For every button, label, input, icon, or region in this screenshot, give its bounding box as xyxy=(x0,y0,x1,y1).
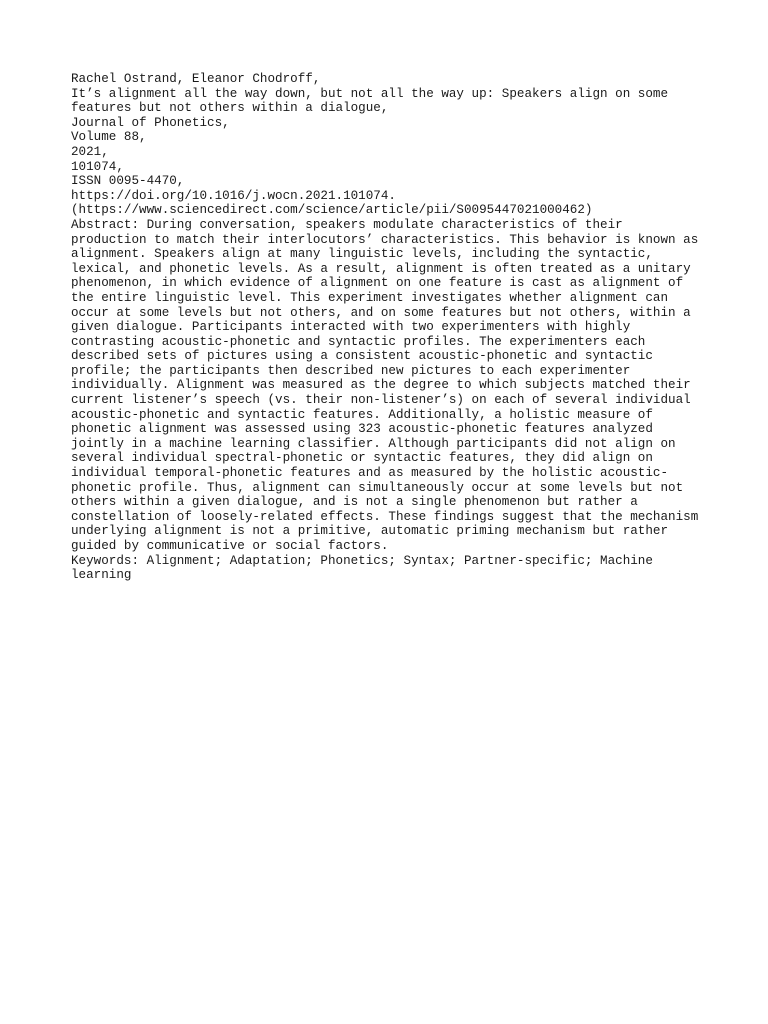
article-title-line: It’s alignment all the way down, but not all the way up: Speakers align on some xyxy=(71,86,669,101)
abstract-line: phonetic profile. Thus, alignment can simultaneously occur at some levels but not xyxy=(71,480,684,495)
abstract-line: lexical, and phonetic levels. As a result, alignment is often treated as a unitary xyxy=(71,261,691,276)
abstract-line: several individual spectral-phonetic or syntactic features, they did align on xyxy=(71,451,653,466)
article-number: 101074, xyxy=(71,159,124,174)
abstract-line: described sets of pictures using a consistent acoustic-phonetic and syntactic xyxy=(71,349,653,364)
keywords xyxy=(71,554,711,583)
abstract-line: acoustic-phonetic and syntactic features. Additionally, a holistic measure of xyxy=(71,407,653,422)
abstract-line: contrasting acoustic-phonetic and syntactic profiles. The experimenters each xyxy=(71,334,646,349)
abstract-line: individually. Alignment was measured as the degree to which subjects matched their xyxy=(71,378,691,393)
abstract xyxy=(71,218,711,554)
abstract-line: phenomenon, in which evidence of alignment on one feature is cast as alignment of xyxy=(71,276,684,291)
abstract-line: underlying alignment is not a primitive, automatic priming mechanism but rather xyxy=(71,524,669,539)
abstract-line: given dialogue. Participants interacted with two experimenters with highly xyxy=(71,320,631,335)
abstract-line: alignment. Speakers align at many linguistic levels, including the syntactic, xyxy=(71,247,653,262)
abstract-line: production to match their interlocutors’ characteristics. This behavior is known as xyxy=(71,232,699,247)
article-title-line: features but not others within a dialogue, xyxy=(71,101,389,116)
issn: ISSN 0095-4470, xyxy=(71,174,185,189)
volume: Volume 88, xyxy=(71,130,147,145)
abstract-line: the entire linguistic level. This experiment investigates whether alignment can xyxy=(71,290,669,305)
year: 2021, xyxy=(71,144,109,159)
abstract-line: others within a given dialogue, and is not a single phenomenon but rather a xyxy=(71,495,638,510)
abstract-line: guided by communicative or social factors. xyxy=(71,539,389,553)
abstract-line: phonetic alignment was assessed using 323 acoustic-phonetic features analyzed xyxy=(71,422,653,437)
abstract-line: Abstract: During conversation, speakers modulate characteristics of their xyxy=(71,217,623,232)
abstract-line: current listener’s speech (vs. their non-listener’s) on each of several individual xyxy=(71,393,691,408)
source-url[interactable]: (https://www.sciencedirect.com/science/article/pii/S0095447021000462) xyxy=(71,203,593,218)
abstract-line: jointly in a machine learning classifier. Although participants did not align on xyxy=(71,436,676,451)
abstract-line: constellation of loosely-related effects. These findings suggest that the mechanism xyxy=(71,509,699,524)
authors: Rachel Ostrand, Eleanor Chodroff, xyxy=(71,72,321,86)
keywords-line: learning xyxy=(71,568,132,583)
journal-name: Journal of Phonetics, xyxy=(71,115,230,130)
citation-document xyxy=(71,72,711,583)
abstract-line: individual temporal-phonetic features and as measured by the holistic acoustic- xyxy=(71,466,669,481)
abstract-line: occur at some levels but not others, and on some features but not others, within a xyxy=(71,305,691,320)
doi-link[interactable]: https://doi.org/10.1016/j.wocn.2021.101074. xyxy=(71,188,396,203)
abstract-line: profile; the participants then described new pictures to each experimenter xyxy=(71,363,631,378)
keywords-line: Keywords: Alignment; Adaptation; Phonetics; Syntax; Partner-specific; Machine xyxy=(71,553,653,568)
